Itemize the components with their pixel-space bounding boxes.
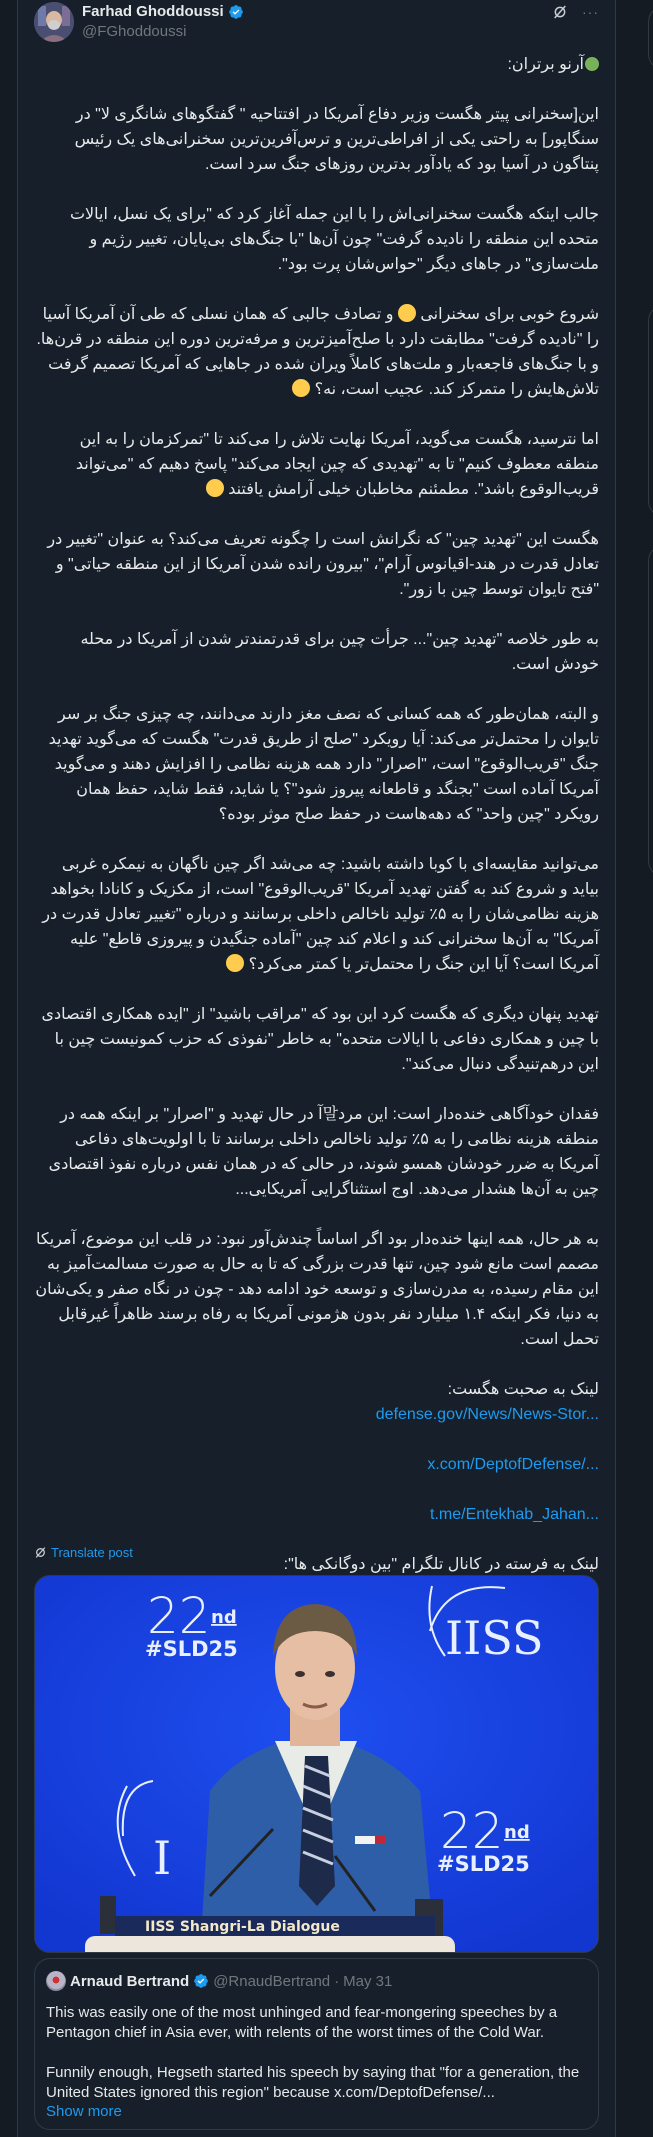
quoted-post-card[interactable] xyxy=(34,1958,599,2130)
post-paragraph: جالب اینکه هگست سخنرانی‌اش را با این جمله آغاز کرد که "برای یک نسل، ایالات متحده این منطقه را نادیده گرفت" چون آن‌ها "با جنگ‌های بی‌پایان، تغییر رژیم و ملت‌سازی" در جاهای دیگر "حواس‌شان پرت بود". xyxy=(69,206,599,273)
quoted-paragraph: Funnily enough, Hegseth started his speech by saying that "for a generation, the United States ignored this region" because x.com/DeptofDefense/... xyxy=(46,2064,580,2101)
verified-badge-icon[interactable] xyxy=(228,4,244,20)
post-paragraph: این[سخنرانی پیتر هگست وزیر دفاع آمریکا در افتتاحیه " گفتگوهای شانگری لا" در سنگاپور] به راحتی یکی از افراطی‌ترین و ترس‌آفرین‌ترین سخنرانی‌های یک رئیس پنتاگون در آسیا بود که یادآور بدترین روزهای جنگ سرد است. xyxy=(74,106,599,173)
grok-icon[interactable] xyxy=(552,4,568,20)
post-paragraph: هگست این "تهدید چین" که نگرانش است را چگونه تعریف می‌کند؟ به عنوان "تغییر در تعادل قدرت در هند-اقیانوس آرام"، "بیرون رانده شدن آمریکا از این منطقه حیاتی" و "فتح تایوان توسط چین با زور". xyxy=(47,531,599,598)
links-label-speech: لینک به صحبت هگست: xyxy=(447,1381,599,1398)
author-name-row xyxy=(82,3,244,20)
show-more-link[interactable]: Show more xyxy=(46,2103,122,2120)
link-defense-gov[interactable]: defense.gov/News/News-Stor... xyxy=(375,1406,599,1423)
svg-text:#SLD25: #SLD25 xyxy=(437,1852,530,1876)
thinking-face-emoji-icon xyxy=(292,379,310,397)
post-paragraph: تهدید پنهان دیگری که هگست کرد این بود که "مراقب باشید" از "ایده همکاری اقتصادی با چین و همکاری دفاعی با ایالات متحده" به خاطر "نفوذی که حزب کمونیست چین با این درهم‌تنیدگی دنبال می‌کند". xyxy=(41,1006,599,1073)
thinking-face-emoji-icon xyxy=(226,954,244,972)
link-x-deptofdefense[interactable]: x.com/DeptofDefense/... xyxy=(427,1456,599,1473)
header-actions xyxy=(552,4,599,20)
side-panel-card-middle xyxy=(648,305,653,517)
svg-text:22: 22 xyxy=(440,1802,504,1860)
author-avatar[interactable] xyxy=(34,2,74,42)
meta-separator: · xyxy=(334,1972,340,1990)
svg-text:nd: nd xyxy=(211,1607,237,1628)
post-paragraph: و البته، همان‌طور که همه کسانی که نصف مغز دارند می‌دانند، چه چیزی جنگ بر سر تایوان را محتمل‌تر می‌کند: آیا رویکرد "صلح از طریق قدرت" هگست که می‌گوید تهدید جنگ "قریب‌الوقوع" است، "اصرار" دارد همه هزینه نظامی را افزایش دهند و می‌گوید آمریکا آماده است "بجنگد و قاطعانه پیروز شود"؟ یا شاید، فقط شاید، حفظ همان رویکرد "چین واحد" که دهه‌هاست در حفظ صلح موثر بوده؟ xyxy=(48,706,599,823)
post-body xyxy=(34,52,599,1602)
post-paragraph-intro: آرنو برتران: xyxy=(34,52,599,77)
side-panel-card-top xyxy=(648,6,653,70)
author-handle[interactable]: @FGhoddoussi xyxy=(82,23,187,40)
quoted-author-avatar[interactable] xyxy=(46,1971,66,1991)
svg-text:nd: nd xyxy=(504,1822,530,1843)
banner-22-top-left: 22 xyxy=(147,1587,211,1645)
speaker-at-podium-image xyxy=(35,1576,599,1953)
more-options-icon[interactable]: ··· xyxy=(582,4,599,20)
quoted-post-date[interactable]: May 31 xyxy=(343,1972,393,1990)
quoted-post-text xyxy=(46,2003,586,2123)
grok-translate-icon xyxy=(34,1546,47,1559)
links-section xyxy=(34,1377,599,1602)
verified-badge-icon xyxy=(193,1973,209,1989)
side-panel-card-lower xyxy=(648,545,653,877)
post-media-image[interactable] xyxy=(34,1575,599,1953)
avatar-photo-icon xyxy=(34,2,74,42)
post-paragraph: شروع خوبی برای سخنرانی و تصادف جالبی که همان نسلی که طی آن آمریکا آسیا را "نادیده گرفت" مطابقت دارد با صلح‌آمیزترین و مرفه‌ترین دوره این منطقه در قرن‌ها. و با جنگ‌های فاجعه‌بار و ملت‌های کاملاً ویران شده در جاهایی که آمریکا تصمیم گرفت تلاش‌هایش را متمرکز کند. عجیب است، نه؟ xyxy=(36,306,599,398)
quoted-paragraph: This was easily one of the most unhinged and fear-mongering speeches by a Pentagon chief in Asia ever, with relents of the worst times of the Cold War. xyxy=(46,2004,558,2041)
svg-text:IISS: IISS xyxy=(445,1611,544,1665)
post-paragraph: اما نترسید، هگست می‌گوید، آمریکا نهایت تلاش را می‌کند تا "تمرکزمان را به این منطقه معطوف کنیم" تا به "تهدیدی که چین ایجاد می‌کند" پاسخ دهیم که "می‌تواند قریب‌الوقوع باشد". مطمئنم مخاطبان خیلی آرامش یافتند xyxy=(75,431,599,498)
quoted-author-handle[interactable]: @RnaudBertrand xyxy=(213,1972,331,1990)
post-header xyxy=(34,2,599,44)
link-telegram-entekhab[interactable]: t.me/Entekhab_Jahan... xyxy=(430,1506,599,1523)
post-paragraph: فقدان خودآگاهی خنده‌دار است: این مرد말آ در حال تهدید و "اصرار" بر اینکه همه در منطقه هزینه نظامی را به ۵٪ تولید ناخالص داخلی برسانند تا با اولویت‌های دفاعی آمریکا به ضرر خودشان همسو شوند، در حالی که در همان نفس درباره نفوذ اقتصادی چین به آن‌ها هشدار می‌دهد. اوج استثناگرایی آمریکایی... xyxy=(48,1106,599,1198)
rolling-eyes-emoji-icon xyxy=(206,479,224,497)
translate-post-label: Translate post xyxy=(51,1545,133,1560)
links-label-telegram: لینک به فرسته در کانال تلگرام "بین دوگانکی ها": xyxy=(283,1556,599,1573)
svg-text:I: I xyxy=(153,1831,172,1885)
post-paragraph: به هر حال، همه اینها خنده‌دار بود اگر اساساً چندش‌آور نبود: در قلب این موضوع، آمریکا مصمم است مانع شود چین، تنها قدرت بزرگی که تا به حال به صورت مسالمت‌آمیز به این مقام رسیده، به مدرن‌سازی و توسعه خود ادامه دهد - چون در نگاه صفر و یکی‌شان به دنیا، فکر اینکه ۱.۴ میلیارد نفر بدون هژمونی آمریکا به رفاه برسند ظاهراً غیرقابل تحمل است. xyxy=(35,1231,599,1348)
podium-label: IISS Shangri-La Dialogue xyxy=(145,1919,340,1935)
author-name[interactable]: Farhad Ghoddoussi xyxy=(82,3,224,20)
green-circle-emoji-icon xyxy=(585,57,599,71)
translate-post-button[interactable] xyxy=(34,1545,133,1560)
quoted-author-name[interactable]: Arnaud Bertrand xyxy=(70,1972,190,1990)
sweat-smile-emoji-icon xyxy=(398,304,416,322)
post-paragraph: به طور خلاصه "تهدید چین"... جرأت چین برای قدرتمندتر شدن از آمریکا در محله خودش است. xyxy=(80,631,599,673)
post-paragraph: می‌توانید مقایسه‌ای با کوبا داشته باشید: چه می‌شد اگر چین ناگهان به نیمکره غربی بیاید و شروع کند به گفتن تهدید آمریکا "قریب‌الوقوع" است، از مکزیک و کانادا بخواهد هزینه نظامی‌شان را به ۵٪ تولید ناخالص داخلی برسانند و درباره "تغییر تعادل قدرت در آمریکا" به آن‌ها سخنرانی کند و اعلام کند چین "آماده جنگیدن و پیروزی قاطع" علیه آمریکا است؟ آیا این جنگ را محتمل‌تر یا کمتر می‌کرد؟ xyxy=(42,856,599,973)
svg-text:#SLD25: #SLD25 xyxy=(145,1637,238,1661)
quoted-post-header xyxy=(46,1971,392,1991)
